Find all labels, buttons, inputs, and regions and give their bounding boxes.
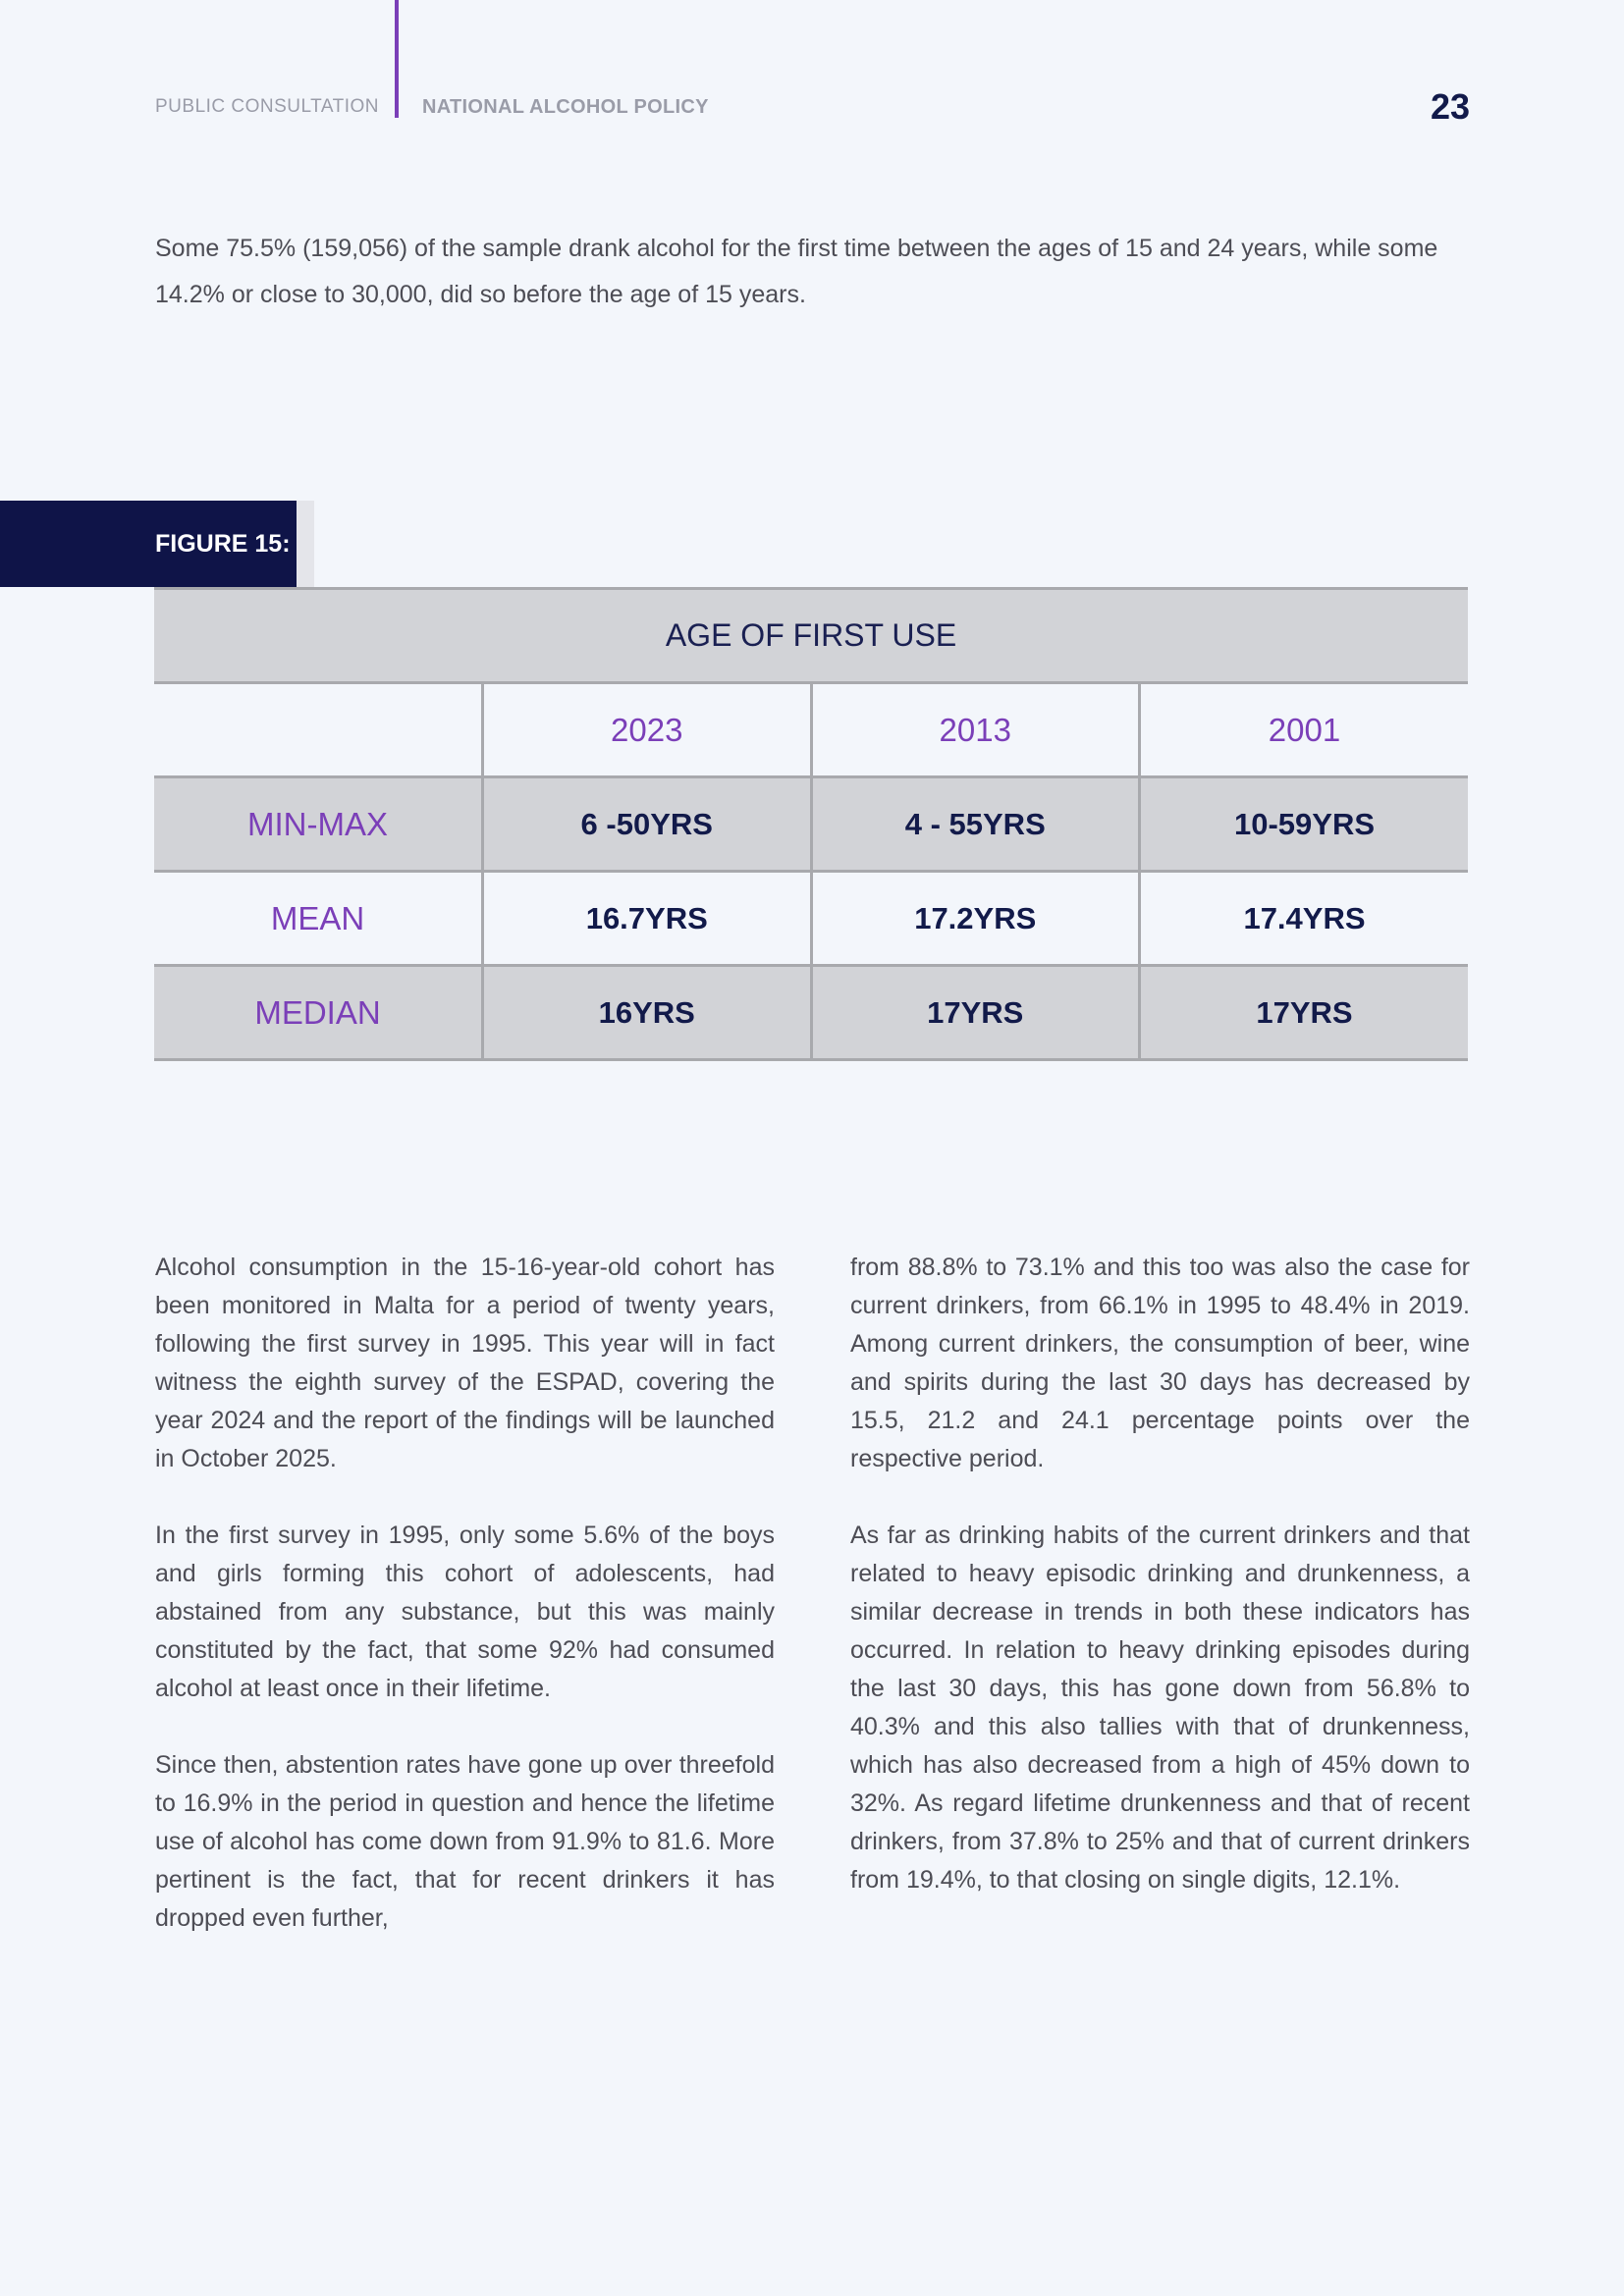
row-label: MIN-MAX xyxy=(154,777,483,872)
body-paragraph: Alcohol consumption in the 15-16-year-old cohort has been monitored in Malta for a period of twenty years, following the first survey in 1995. This year will in fact witness the eighth survey of the ESPAD, covering the year 2024 and the report of the findings will be launched in October 2025. xyxy=(155,1254,775,1472)
row-label: MEAN xyxy=(154,872,483,966)
table-cell: 4 - 55YRS xyxy=(811,777,1140,872)
table-cell: 17YRS xyxy=(1140,966,1469,1060)
body-paragraph: Since then, abstention rates have gone up over threefold to 16.9% in the period in question and hence the lifetime use of alcohol has come down from 91.9% to 81.6. More pertinent is the fact, that for recent drinkers it has dropped even further, xyxy=(155,1751,775,1932)
page-number: 23 xyxy=(1430,86,1470,127)
figure-label: FIGURE 15: xyxy=(155,530,291,558)
body-column-right xyxy=(850,1249,1470,1938)
body-paragraph: As far as drinking habits of the current drinkers and that related to heavy episodic drinking and drunkenness, a similar decrease in trends in both these indicators has occurred. In relation to heavy drinking episodes during the last 30 days, this has gone down from 56.8% to 40.3% and this also tallies with that of drunkenness, which has also decreased from a high of 45% down to 32%. As regard lifetime drunkenness and that of recent drinkers, from 37.8% to 25% and that of current drinkers from 19.4%, to that closing on single digits, 12.1%. xyxy=(850,1522,1470,1894)
header-right-label: NATIONAL ALCOHOL POLICY xyxy=(422,96,709,118)
body-column-left xyxy=(155,1249,775,1976)
table-cell: 10-59YRS xyxy=(1140,777,1469,872)
age-of-first-use-table xyxy=(154,587,1468,1061)
table-row xyxy=(154,966,1468,1060)
table-header-row xyxy=(154,683,1468,777)
row-label: MEDIAN xyxy=(154,966,483,1060)
body-paragraph: from 88.8% to 73.1% and this too was also the case for current drinkers, from 66.1% in 1995 to 48.4% in 2019. Among current drinkers, the consumption of beer, wine and spirits during the last 30 days has decreased by 15.5, 21.2 and 24.1 percentage points over the respective period. xyxy=(850,1254,1470,1472)
table-header-empty-cell xyxy=(154,683,483,777)
table-cell: 17.4YRS xyxy=(1140,872,1469,966)
body-paragraph: In the first survey in 1995, only some 5.6% of the boys and girls forming this cohort of adolescents, had abstained from any substance, but this was mainly constituted by the fact, that some 92% had consumed alcohol at least once in their lifetime. xyxy=(155,1522,775,1702)
intro-paragraph: Some 75.5% (159,056) of the sample drank alcohol for the first time between the ages of 15 and 24 years, while some 14.2% or close to 30,000, did so before the age of 15 years. xyxy=(155,235,1438,308)
table-cell: 17YRS xyxy=(811,966,1140,1060)
figure-label-shadow xyxy=(297,501,314,587)
table-title-row xyxy=(154,589,1468,683)
table-row xyxy=(154,872,1468,966)
table-title: AGE OF FIRST USE xyxy=(154,589,1468,683)
year-header: 2013 xyxy=(811,683,1140,777)
table-row xyxy=(154,777,1468,872)
table-cell: 17.2YRS xyxy=(811,872,1140,966)
header-divider xyxy=(395,0,399,118)
table-cell: 16YRS xyxy=(483,966,812,1060)
table-cell: 6 -50YRS xyxy=(483,777,812,872)
year-header: 2001 xyxy=(1140,683,1469,777)
table-cell: 16.7YRS xyxy=(483,872,812,966)
year-header: 2023 xyxy=(483,683,812,777)
header-left-label: PUBLIC CONSULTATION xyxy=(155,96,380,117)
